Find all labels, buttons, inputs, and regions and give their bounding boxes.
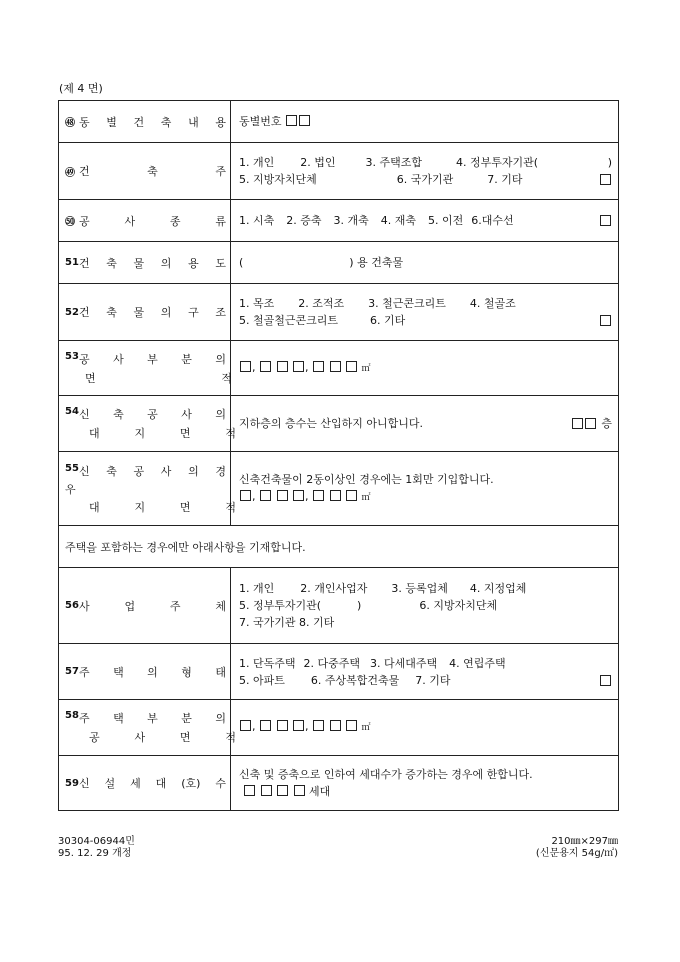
building-detail-form: [58, 100, 619, 811]
unit: 층: [601, 417, 612, 430]
row-value: 1. 개인 2. 개인사업자 3. 등록업체 4. 지정업체 5. 정부투자기관( ) 6. 지방자치단체 7. 국가기관 8. 기타: [231, 568, 619, 644]
label-text: 주 택 부 분 의 공 사 면 적: [79, 712, 236, 744]
checkbox[interactable]: [240, 490, 251, 501]
row-value: [231, 101, 619, 143]
row-work-type: [59, 200, 619, 242]
option[interactable]: 4. 철골조: [469, 297, 516, 310]
row-owner: [59, 143, 619, 200]
checkbox[interactable]: [240, 720, 251, 731]
option[interactable]: 3. 철근콘크리트: [368, 297, 446, 310]
option[interactable]: 6.대수선: [471, 214, 514, 227]
option[interactable]: 3. 주택조합: [365, 156, 422, 169]
checkbox[interactable]: [260, 361, 271, 372]
row-value: , , ㎡: [231, 341, 619, 396]
row-label: [59, 341, 231, 396]
option[interactable]: 1. 개인: [239, 582, 275, 595]
option[interactable]: 3. 개축: [333, 214, 369, 227]
label-text: 주 택 의 형 태: [79, 665, 226, 679]
checkbox[interactable]: [240, 361, 251, 372]
checkbox[interactable]: [600, 215, 611, 226]
row-business-entity: [59, 568, 619, 644]
option[interactable]: 7. 국가기관 8. 기타: [239, 616, 335, 629]
label-text: 신 설 세 대 (호) 수: [79, 777, 226, 790]
checkbox[interactable]: [330, 490, 341, 501]
row-value: [231, 644, 619, 700]
unit: 세대: [309, 785, 331, 798]
item-number: 59: [65, 777, 79, 789]
row-label: [59, 143, 231, 200]
unit: ㎡: [361, 363, 371, 374]
row-new-households: [59, 756, 619, 811]
instruction-text: 지하층의 층수는 산입하지 아니합니다.: [239, 417, 424, 430]
checkbox[interactable]: [260, 720, 271, 731]
checkbox[interactable]: [261, 785, 272, 796]
row-housing-type: [59, 644, 619, 700]
row-building-use: [59, 242, 619, 284]
option[interactable]: 4. 연립주택: [449, 656, 506, 670]
checkbox[interactable]: [600, 315, 611, 326]
row-value: , , ㎡: [231, 700, 619, 756]
checkbox[interactable]: [313, 490, 324, 501]
row-construction-area: [59, 341, 619, 396]
row-label: [59, 568, 231, 644]
option[interactable]: 1. 시축: [239, 214, 275, 227]
option[interactable]: 5. 이전: [428, 214, 464, 227]
label-text: 공 사 종 류: [79, 214, 226, 228]
row-label: [59, 452, 236, 526]
row-label: [59, 200, 231, 242]
row-label: [59, 756, 231, 811]
checkbox[interactable]: [330, 361, 341, 372]
item-number: ㊿: [65, 217, 75, 228]
row-value: [231, 756, 619, 811]
label-text: 건 축 물 의 구 조: [79, 306, 226, 319]
option[interactable]: 3. 다세대주택: [370, 656, 438, 670]
housing-note: 주택을 포함하는 경우에만 아래사항을 기재합니다.: [59, 526, 619, 568]
option[interactable]: 6. 주상복합건축물: [310, 673, 400, 687]
checkbox[interactable]: [244, 785, 255, 796]
row-value: [231, 284, 619, 341]
option[interactable]: 4. 지정업체: [469, 582, 527, 595]
item-number: 53: [65, 350, 79, 362]
row-site-area-case: [59, 452, 619, 526]
option[interactable]: 5. 지방자치단체: [239, 173, 317, 186]
row-housing-note: [59, 526, 619, 568]
checkbox[interactable]: [277, 361, 288, 372]
form-code: 30304-06944민 95. 12. 29 개정: [58, 836, 135, 859]
option[interactable]: 1. 목조: [239, 297, 275, 310]
item-number: 52: [65, 306, 79, 318]
item-number: ㊽: [65, 118, 75, 129]
checkbox[interactable]: [346, 720, 357, 731]
row-label: [59, 101, 231, 143]
row-value: 신축건축물이 2동이상인 경우에는 1회만 기입합니다. , , ㎡: [231, 452, 619, 526]
item-number: 51: [65, 257, 79, 268]
checkbox[interactable]: [277, 720, 288, 731]
label-text: 동 별 건 축 내 용: [79, 115, 226, 129]
label-text: 건 축 물 의 용 도: [79, 256, 226, 270]
checkbox[interactable]: [346, 490, 357, 501]
checkbox[interactable]: [277, 490, 288, 501]
row-value: 1. 개인 2. 법인 3. 주택조합 4. 정부투자기관( ) 5. 지방자치단체 6. 국가기관 7. 기타: [231, 143, 619, 200]
option[interactable]: 5. 정부투자기관(: [239, 599, 322, 612]
checkbox[interactable]: [293, 720, 304, 731]
item-number: ㊾: [65, 167, 75, 179]
unit: ㎡: [361, 723, 371, 733]
option[interactable]: 5. 아파트: [239, 673, 285, 687]
row-label: [59, 644, 231, 700]
option[interactable]: 2. 개인사업자: [300, 582, 368, 595]
label-text: 신 축 공 사 의 대 지 면 적: [79, 408, 236, 440]
row-value: [231, 200, 619, 242]
checkbox[interactable]: [299, 115, 310, 126]
option[interactable]: 6. 국가기관: [396, 173, 454, 186]
row-label: [59, 396, 236, 452]
checkbox[interactable]: [293, 490, 304, 501]
building-number-label: 동별번호: [239, 115, 282, 128]
item-number: 58: [65, 710, 79, 721]
checkbox[interactable]: [313, 361, 324, 372]
checkbox[interactable]: [260, 490, 271, 501]
option[interactable]: 1. 단독주택: [239, 656, 296, 670]
option[interactable]: 6. 지방자치단체: [419, 599, 498, 612]
checkbox[interactable]: [294, 785, 305, 796]
page-label: (제 4 면): [59, 82, 103, 95]
checkbox[interactable]: [346, 361, 357, 372]
item-number: 56: [65, 600, 79, 611]
checkbox[interactable]: [600, 675, 611, 686]
row-label: [59, 242, 231, 284]
option[interactable]: 3. 등록업체: [391, 582, 448, 595]
checkbox[interactable]: [585, 418, 596, 429]
option[interactable]: 5. 철골철근콘크리트: [239, 314, 338, 327]
option[interactable]: 7. 기타: [415, 673, 451, 687]
label-text: 공 사 부 분 의 면 적: [79, 352, 232, 385]
row-label: [59, 700, 236, 756]
option[interactable]: 1. 개인: [239, 156, 275, 169]
option[interactable]: 2. 법인: [300, 156, 336, 169]
option[interactable]: 7. 기타: [487, 173, 523, 186]
option[interactable]: 2. 조적조: [298, 297, 345, 310]
checkbox[interactable]: [330, 720, 341, 731]
checkbox[interactable]: [286, 115, 297, 126]
instruction-text: 신축 및 증축으로 인하여 세대수가 증가하는 경우에 한합니다.: [239, 768, 533, 781]
row-site-area: [59, 396, 619, 452]
row-value: [231, 396, 619, 452]
option[interactable]: 2. 증축: [286, 214, 322, 227]
item-number: 55: [65, 462, 79, 474]
unit: ㎡: [361, 492, 371, 503]
row-value: ( ) 용 건축물: [231, 242, 619, 284]
option[interactable]: 6. 기타: [370, 314, 406, 327]
instruction-text: 신축건축물이 2동이상인 경우에는 1회만 기입합니다.: [239, 472, 494, 486]
label-text: 건 축 주: [79, 165, 226, 178]
option[interactable]: 4. 정부투자기관(: [456, 156, 539, 169]
checkbox[interactable]: [313, 720, 324, 731]
label-text: 사 업 주 체: [79, 599, 226, 613]
checkbox[interactable]: [600, 174, 611, 185]
row-label: [59, 284, 231, 341]
option[interactable]: 4. 재축: [380, 214, 416, 227]
item-number: 57: [65, 666, 79, 677]
checkbox[interactable]: [572, 418, 583, 429]
item-number: 54: [65, 406, 79, 417]
option[interactable]: 2. 다중주택: [303, 656, 360, 670]
row-structure: [59, 284, 619, 341]
row-building-detail: [59, 101, 619, 143]
paper-spec: 210㎜×297㎜ (신문용지 54g/㎡): [535, 836, 618, 859]
checkbox[interactable]: [293, 361, 304, 372]
checkbox[interactable]: [277, 785, 288, 796]
row-housing-construction-area: [59, 700, 619, 756]
label-text: 신 축 공 사 의 경 우 대 지 면 적: [65, 464, 236, 514]
